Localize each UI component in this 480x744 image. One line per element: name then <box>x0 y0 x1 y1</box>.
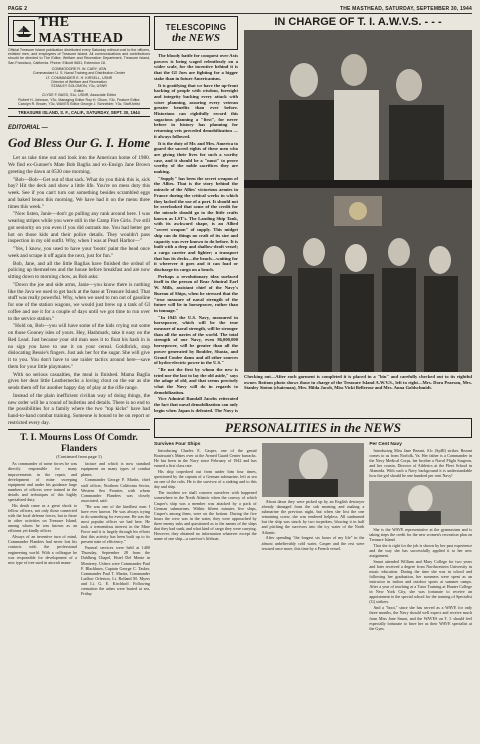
telescoping-paragraph: Vice Admiral Randall Jacobs reiterated the fact that naval demobilization can only begin when Japan is defeated. The Navy is <box>154 396 238 413</box>
editorial-paragraph: "Now listen, Janie—don't go pulling any rank around here. I was wearing stripes while you were still in the Camp Fire Girls. I've still got seniority on you even if you did outrank me. You had better get hot on those kids and their police details. They wouldn't pass inspection in my old outfit. Why, when I was at Pearl Harbor—" <box>8 211 150 245</box>
personalities-body <box>154 441 472 632</box>
staff-line: Robert H. Johnson, Y3c, Managing Editor Roy H. Olson, Y3c, Feature Editor <box>18 97 140 102</box>
telescoping-subtitle: the NEWS <box>172 31 220 44</box>
personalities-paragraph: And a "boot," since she has served as a WAVE for only three months, the Navy should well expect and receive much from Miss Jane Smart, and the WAVES on T. I. should feel especially fortunate to have her as their WAVE specialist at the Gym. <box>369 605 472 631</box>
mourns-paragraph: Always of an inventive turn of mind, Commander Flanders had never lost his contacts with the professional engineering world. With a colleague he was responsible for development of a new type of tree used in aircraft manu- <box>8 534 77 565</box>
staff-line: CLYDE F. BASS, S1c, USNR, Associate Editor <box>41 93 117 98</box>
editorial-paragraph: "Down the joe and side arms, Janie—you know there is nothing like the Java we used to get back at the base at Treasure Island. That stuff was really powerful. Why, when we used to run out of gasoline for one of the station wagons, we would just brew up a tank of GI coffee and use it for a couple of days until we got time to run over to the service station." <box>8 282 150 322</box>
personalities-paragraph: His ship torpedoed out from under him four times, questioned by the captain of a German submarine, left at sea on one of the rafts. He is the survivor of a sinking and to this day and ship. <box>154 469 257 490</box>
telescoping-paragraph: "Be not the first by whom the new is tried nor the last to lay the old aside," says the adage of old, and that seems precisely what the Navy will do in regards to demobilization. <box>154 366 238 395</box>
mourns-paragraph: Funeral services were held at 1400 Thursday, September 28 from the Dahlberg Chapel, Hotel Del Monte in Monterey. Ushers were Commander Paul F. Blackburn, Captain George C. Tasker, Commander Paul T. Martin, Commander Ludlow Orleston, Lt. Rolland M. Myers and Lt. G. E. Kirchhoff. Following cremation the ashes were buried at sea, Friday. <box>81 545 150 597</box>
telescoping-paragraph: The bloody battle for conquest over Axis powers is being waged relentlessly on a wider scale, for the incentive behind it is that the GI Joes are fighting for a bigger stake than in future Americanism. <box>154 53 238 81</box>
mourns-paragraph: facture and which is now standard equipment on many types of combat planes. <box>81 461 150 477</box>
mourns-body <box>8 461 150 597</box>
personalities-column-3 <box>369 441 472 632</box>
editorial-paragraph: "Bob—Bob—Get out of that sack. What do you think this is, sick bay? Hit the deck and show a little life. You're on mess duty this week. See if you can't turn out something besides scrambled eggs and baked beans this morning. We have had it on the menu three times this week." <box>8 176 150 210</box>
charge-headline: IN CHARGE OF T. I. A.W.V.S. - - - <box>274 16 442 28</box>
editorial-paragraph: Let us take time out and look into the American home of 1980. We find ex-Gunner's Mate Bob Baglia and ex-Ensign Jane Brown greeting the dawn at 0530 one morning. <box>8 155 150 175</box>
telescoping-paragraph: It is gratifying that we have the up-front backing of people with wisdom, foresight and integrity backing every attack with wiser planning, assuring every veteran greater benefits than ever before. Historians can rightfully record this sagacious planning a "first", for never before in history has planning for returning vets preceded demobilization — it always followed. <box>154 82 238 139</box>
personalities-column-1 <box>154 441 257 632</box>
mourns-continued-note: (Continued from page 1) <box>56 454 102 460</box>
mourns-paragraph: "He was one of the kindliest men I have ever known. He was always trying to do something for everyone. He was the most popular officer we had here. He took a tremendous interest in the Mine Force and it is largely through his efforts that this activity has been built up to its present state of efficiency." <box>81 503 150 545</box>
masthead-statement: Official Treasure Island publication distributed every Saturday without cost to the officers, enlisted men, and employees of Treasure Island. All communications and contributions should be directed to The Editor, Welfare and Recreation Department, Treasure Island, San Francisco, California. Phone: Ellicott 5651, Extension 18. <box>8 48 150 65</box>
editorial-paragraph: Instead of the plain inefficient civilian way of doing things, the new order will be a round of bulletins and details. There is no end to the possibilities for a family where the two "top kicks" have had hand-to-hand combat training. Someone is bound to be on report or restricted every day. <box>8 392 150 426</box>
mourns-left-column <box>8 461 77 597</box>
page-header-bar <box>8 4 472 14</box>
charge-caption: Checking out—After each garment is completed it is placed in a "bin" and carefully checked out to its rightful owner. Bottom photo shows those in charge of the Treasure Island A.W.V.S., left to right—Mrs. Dora Pearson, Mrs. Stanley Sinton (chairman), Mrs. Hilda Jacob, Miss Vicki Bellerose and Mrs. Anna Goldschmidt. <box>244 374 472 391</box>
staff-line: Editor <box>74 88 84 93</box>
personalities-paragraph: Introducing Miss Jane Bezant, S1c (SpIII) striker. Bezant comes to us from Norfolk, Va. Her father is a Commander in the Navy Medical Corps, her brother a Naval Flight Surgeon, and her cousin, Director of Athletics at the Fleet School in Alameda. With such a Navy background it is understandable how the girl should be one hundred per cent Navy! <box>369 448 472 479</box>
section-heading: Survives Four Ships <box>154 442 201 447</box>
personalities-section <box>154 418 472 738</box>
editorial-paragraph: "Hold on, Bob—you will have some of the kids crying out some on those Gooney isles of yours. Hey, Hashmark, take it easy on the Red Lead. Just because your old man uses it to float his hash in is no sign you have to use it on your cereal. Goldbrick, stop dislocating Bessie's fingers. Just ask her for the sugar. She will give it to you. You don't have to use raider tactics around here—save them for your little playmates." <box>8 323 150 370</box>
casper-portrait <box>262 443 365 497</box>
staff-line: Carolyn R. Brown, Y3c, WAVES Editor George J. Schneider, Y3c, Staff Artist <box>18 102 140 107</box>
charge-column <box>244 16 472 414</box>
telescoping-paragraph: Perhaps a revolutionary idea surfaced itself in the person of Rear Admiral Earl W. Mills, assistant chief of the Navy's Bureau of Ships, when he stressed that the "true measure of naval strength of the future will lie in horsepower, rather than in tonnage." <box>154 273 238 313</box>
header-title: THE MASTHEAD, SATURDAY, SEPTEMBER 30, 1944 <box>339 5 472 12</box>
mourns-paragraph: As commander of some forces he was directly responsible for many improvements in the repair, and development of mine sweeping equipment and under his guidance large numbers of officers were trained in the details and techniques of this highly specialized duty. <box>8 461 77 503</box>
left-column <box>8 16 150 738</box>
telescoping-paragraph: "In 1945 the U.S. Navy, measured in horsepower, which will be the true measure of naval strength, will be stronger than all the navies of the world. The total strength of our Navy, even 86,000,000 horsepower, will be greater than all the power generated by Boulder, Shasta, and Grand Coulee dams and all other sources of hydro-electric power in the U.S." <box>154 314 238 366</box>
smart-portrait <box>369 481 472 525</box>
telescoping-column <box>154 16 238 414</box>
personalities-column-2 <box>262 441 365 632</box>
ship-logo-icon <box>13 20 35 42</box>
editorial-paragraph: With no serious casualties, the meal is finished. Mama Baglia gives her dear little Leathernecks a loving clout on the ear as she sends them off for another happy day of play at the rifle range. <box>8 371 150 391</box>
mourns-paragraph: His death came as a great shock to fellow officers, not only those connected with the local defense forces, but to those in other activities on Treasure Island, among whom he was known as an efficient yet kindly officer. <box>8 502 77 534</box>
divider <box>8 429 150 430</box>
personalities-paragraph: Introducing Charles E. Casper, one of the genial Boatswain's Mates over at the Armed Guard Center barracks. He has been in the Navy since February of 1942 and has earned a first class rate. <box>154 448 257 469</box>
telescoping-paragraph: It is the duty of Mr. and Mrs. America to guard the sacred rights of these men who are giving their lives for such a worthy case, and it should be a "must" to prove worthy of the noble sacrifices they are making. <box>154 140 238 175</box>
staff-line: COMMODORE R. W. CARY, USN <box>51 66 107 71</box>
telescoping-title: TELESCOPING <box>165 22 227 32</box>
personalities-paragraph: That she is right for the job is shown by her past experience and the way she has successfully applied it to her new assignment. <box>369 542 472 558</box>
personalities-paragraph: After spending "the longest six hours of my life" in the almost unbelievably cold water, Casper and the rest were rescued once more, this time by a French vessel. <box>261 535 365 551</box>
personalities-headline: PERSONALITIES in the NEWS <box>154 418 472 438</box>
dateline: TREASURE ISLAND, S. F., CALIF., SATURDAY, SEPT. 30, 1944 <box>8 108 150 117</box>
mourns-paragraph: Commander George F. Martin, chief staff officer, Northern California Sector, Western Sea Frontier, with whom Commander Flanders was closely associated, said: <box>81 477 150 503</box>
mourns-right-column <box>81 461 150 597</box>
personalities-paragraph: The incident we shall concern ourselves with happened somewhere in the North Atlantic when the convoy of which Casper's ship was a member was attacked by a pack of German submarines. Within fifteen minutes five ships, Casper's among them, were on the bottom. During the five hours the crew was in the water, they were approached by three enemy subs and questioned as to the names of the ships that they had sunk, and what kind of cargo they were carrying. However, they obtained no information whatever except the name of one ship—a survivor's lifeboat. <box>154 490 257 542</box>
personalities-paragraph: Smart attended William and Mary College for two years and later received a degree from Northwestern University in music education. During the time she was in school and following her graduation, her summers were spent as an instructor in indoor and outdoor sports at summer camps. After a year of teaching at a Tutor Training at Hunter College in New York City, she was fortunate to receive an appointment to the special school for the training of Specialist (G) strikers. <box>369 558 472 605</box>
telescoping-paragraph: "Supply" has been the secret weapon of the Allies. That is the story behind the miracle of the Allies' victorious armies in France during the critical weeks in which they lacked the use of a port. It should not be overlooked that some of the credit for the miracle should go to the little crafts known as LST's. The Landing Ship Tank, with its awkward shape, is an Allied "secret weapon" of supply. This midget ship can do things no craft of its size and capacity was ever known to do before. It is built with a deep and shallow-draft vessel; a cargo carrier and lighter; a transport that has its decks—the beach—waiting for it wherever it goes and it can load or discharge its cargo on a beach. <box>154 175 238 273</box>
staff-list <box>8 67 150 107</box>
mourns-headline: T. I. Mourns Loss Of Comdr. Flanders <box>20 433 138 454</box>
editorial-body <box>8 155 150 426</box>
masthead-title: THE MASTHEAD <box>38 16 124 46</box>
staff-line: Director of Welfare and Recreation <box>51 80 107 85</box>
staff-line: STANLEY SOLOMON, Y3c, USNR <box>51 84 107 89</box>
section-heading: Per Cent Navy <box>369 442 402 447</box>
editorial-paragraph: Bob, Jane, and all the little Baglias have finished the ordeal of policing up themselves and the house before breakfast and are now sitting down to morning chow, as Bob asks: <box>8 260 150 281</box>
editorial-headline: God Bless Our G. I. Home <box>8 135 150 151</box>
staff-line: Commandant U. S. Naval Training and Distribution Center <box>32 71 126 76</box>
personalities-paragraph: She is the WAVE representative at the gymnasium and is taking steps the credit for the new women's recreation plan on Treasure Island. <box>369 526 472 542</box>
editorial-paragraph: "Yes, I know, you used to have your 'boots' paint the head once week and scrape it off again the next, just for fun." <box>8 246 150 259</box>
telescoping-banner <box>154 16 238 50</box>
page-number: PAGE 2 <box>8 5 28 12</box>
awvs-photo <box>244 30 472 372</box>
editorial-label: EDITORIAL — <box>8 125 48 132</box>
masthead-banner <box>8 16 150 46</box>
staff-line: LT. COMMANDER E. H. KIRSELL, USNR <box>45 75 113 80</box>
telescoping-body <box>154 53 238 414</box>
personalities-paragraph: About dawn they were picked up by an English destroyer already damaged from the sub morning and making a submarine the previous night, but when she lost the one remaining screw, she was rendered helpless. All sunburned but the ship was struck by two torpedoes, blowing it in half and pitching the survivors into the icy water of the North Atlantic. <box>261 499 365 535</box>
